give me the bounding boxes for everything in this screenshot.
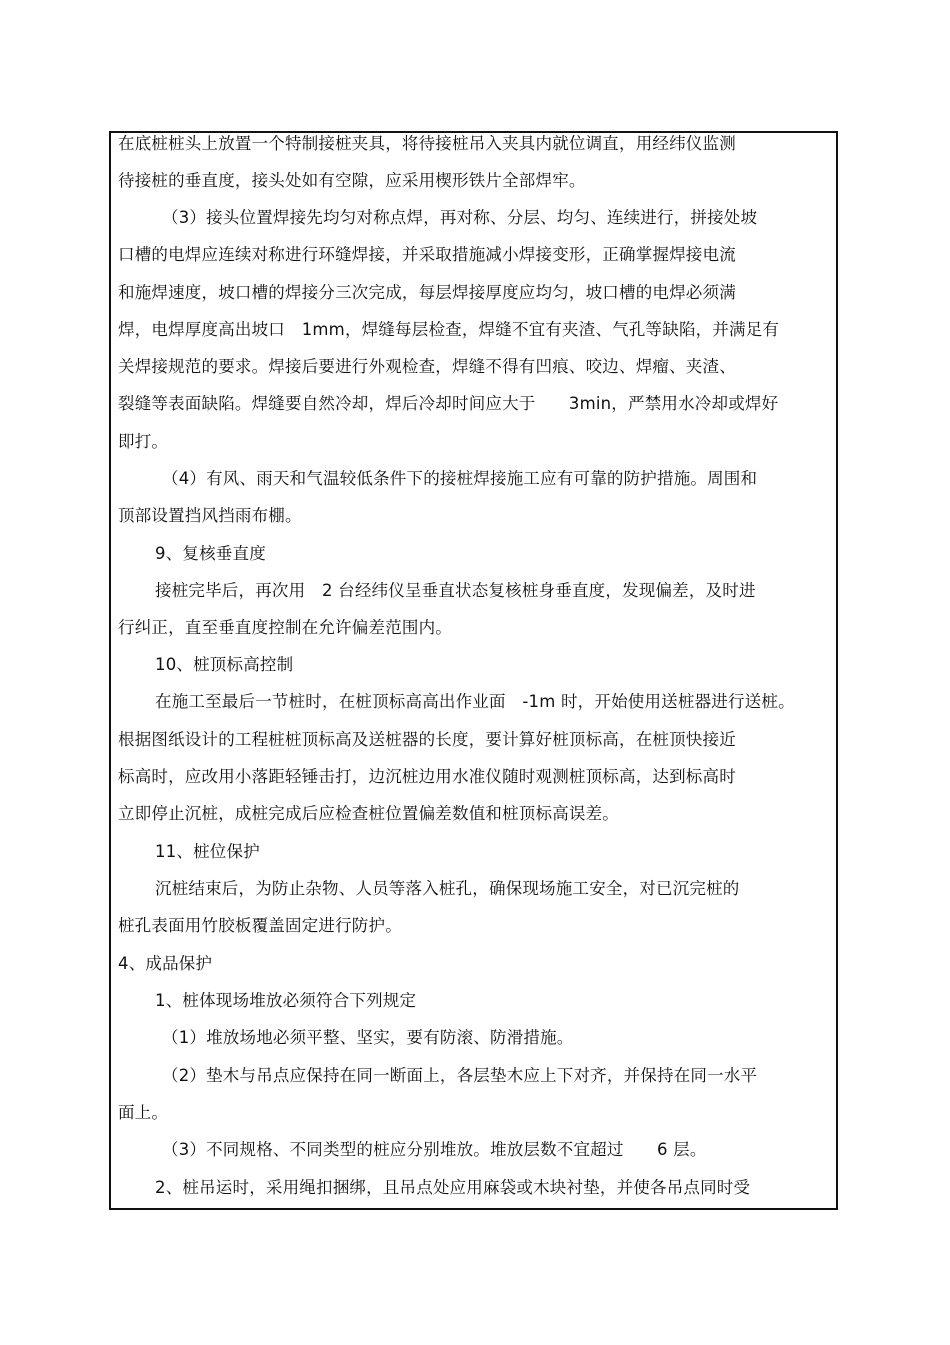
- text-line: （3）不同规格、不同类型的桩应分别堆放。堆放层数不宜超过 6 层。: [162, 1140, 707, 1159]
- text-line: （2）垫木与吊点应保持在同一断面上，各层垫木应上下对齐，并保持在同一水平: [162, 1066, 758, 1085]
- text-line: 顶部设置挡风挡雨布棚。: [118, 506, 302, 525]
- text-line: 裂缝等表面缺陷。焊缝要自然冷却，焊后冷却时间应大于 3min，严禁用水冷却或焊好: [118, 394, 779, 413]
- section-heading: 9、复核垂直度: [155, 544, 266, 563]
- text-line: 根据图纸设计的工程桩桩顶标高及送桩器的长度，要计算好桩顶标高，在桩顶快接近: [118, 730, 736, 749]
- text-line: 立即停止沉桩，成桩完成后应检查桩位置偏差数值和桩顶标高误差。: [118, 804, 619, 823]
- text-line: 接桩完毕后，再次用 2 台经纬仪呈垂直状态复核桩身垂直度，发现偏差，及时进: [155, 581, 756, 600]
- text-line: 桩孔表面用竹胶板覆盖固定进行防护。: [118, 916, 402, 935]
- text-line: 即打。: [118, 432, 169, 451]
- text-line: 和施焊速度，坡口槽的焊接分三次完成，每层焊接厚度应均匀，坡口槽的电焊必须满: [118, 283, 736, 302]
- section-heading: 10、桩顶标高控制: [155, 655, 294, 674]
- text-line: 待接桩的垂直度，接头处如有空隙，应采用楔形铁片全部焊牢。: [118, 171, 586, 190]
- text-line: 在施工至最后一节桩时，在桩顶标高高出作业面 -1m 时，开始使用送桩器进行送桩。: [155, 692, 795, 711]
- text-line: （3）接头位置焊接先均匀对称点焊，再对称、分层、均匀、连续进行，拼接处坡: [162, 208, 758, 227]
- text-line: 关焊接规范的要求。焊接后要进行外观检查，焊缝不得有凹痕、咬边、焊瘤、夹渣、: [118, 357, 736, 376]
- section-heading: 11、桩位保护: [155, 842, 260, 861]
- text-line: 在底桩桩头上放置一个特制接桩夹具，将待接桩吊入夹具内就位调直，用经纬仪监测: [118, 134, 736, 153]
- subsection-heading: 1、桩体现场堆放必须符合下列规定: [155, 991, 417, 1010]
- text-line: 标高时，应改用小落距轻锤击打，边沉桩边用水准仪随时观测桩顶标高，达到标高时: [118, 767, 736, 786]
- text-line: 行纠正，直至垂直度控制在允许偏差范围内。: [118, 618, 452, 637]
- text-line: （4）有风、雨天和气温较低条件下的接桩焊接施工应有可靠的防护措施。周围和: [162, 469, 758, 488]
- text-line: 面上。: [118, 1103, 169, 1122]
- text-line: 口槽的电焊应连续对称进行环缝焊接，并采取措施减小焊接变形，正确掌握焊接电流: [118, 245, 736, 264]
- section-heading: 4、成品保护: [118, 954, 213, 973]
- text-line: 焊，电焊厚度高出坡口 1mm，焊缝每层检查，焊缝不宜有夹渣、气孔等缺陷，并满足有: [118, 320, 780, 339]
- text-line: 沉桩结束后，为防止杂物、人员等落入桩孔，确保现场施工安全，对已沉完桩的: [155, 879, 740, 898]
- text-line: 2、桩吊运时，采用绳扣捆绑，且吊点处应用麻袋或木块衬垫，并使各吊点同时受: [155, 1178, 751, 1197]
- text-line: （1）堆放场地必须平整、坚实，要有防滚、防滑措施。: [162, 1028, 574, 1047]
